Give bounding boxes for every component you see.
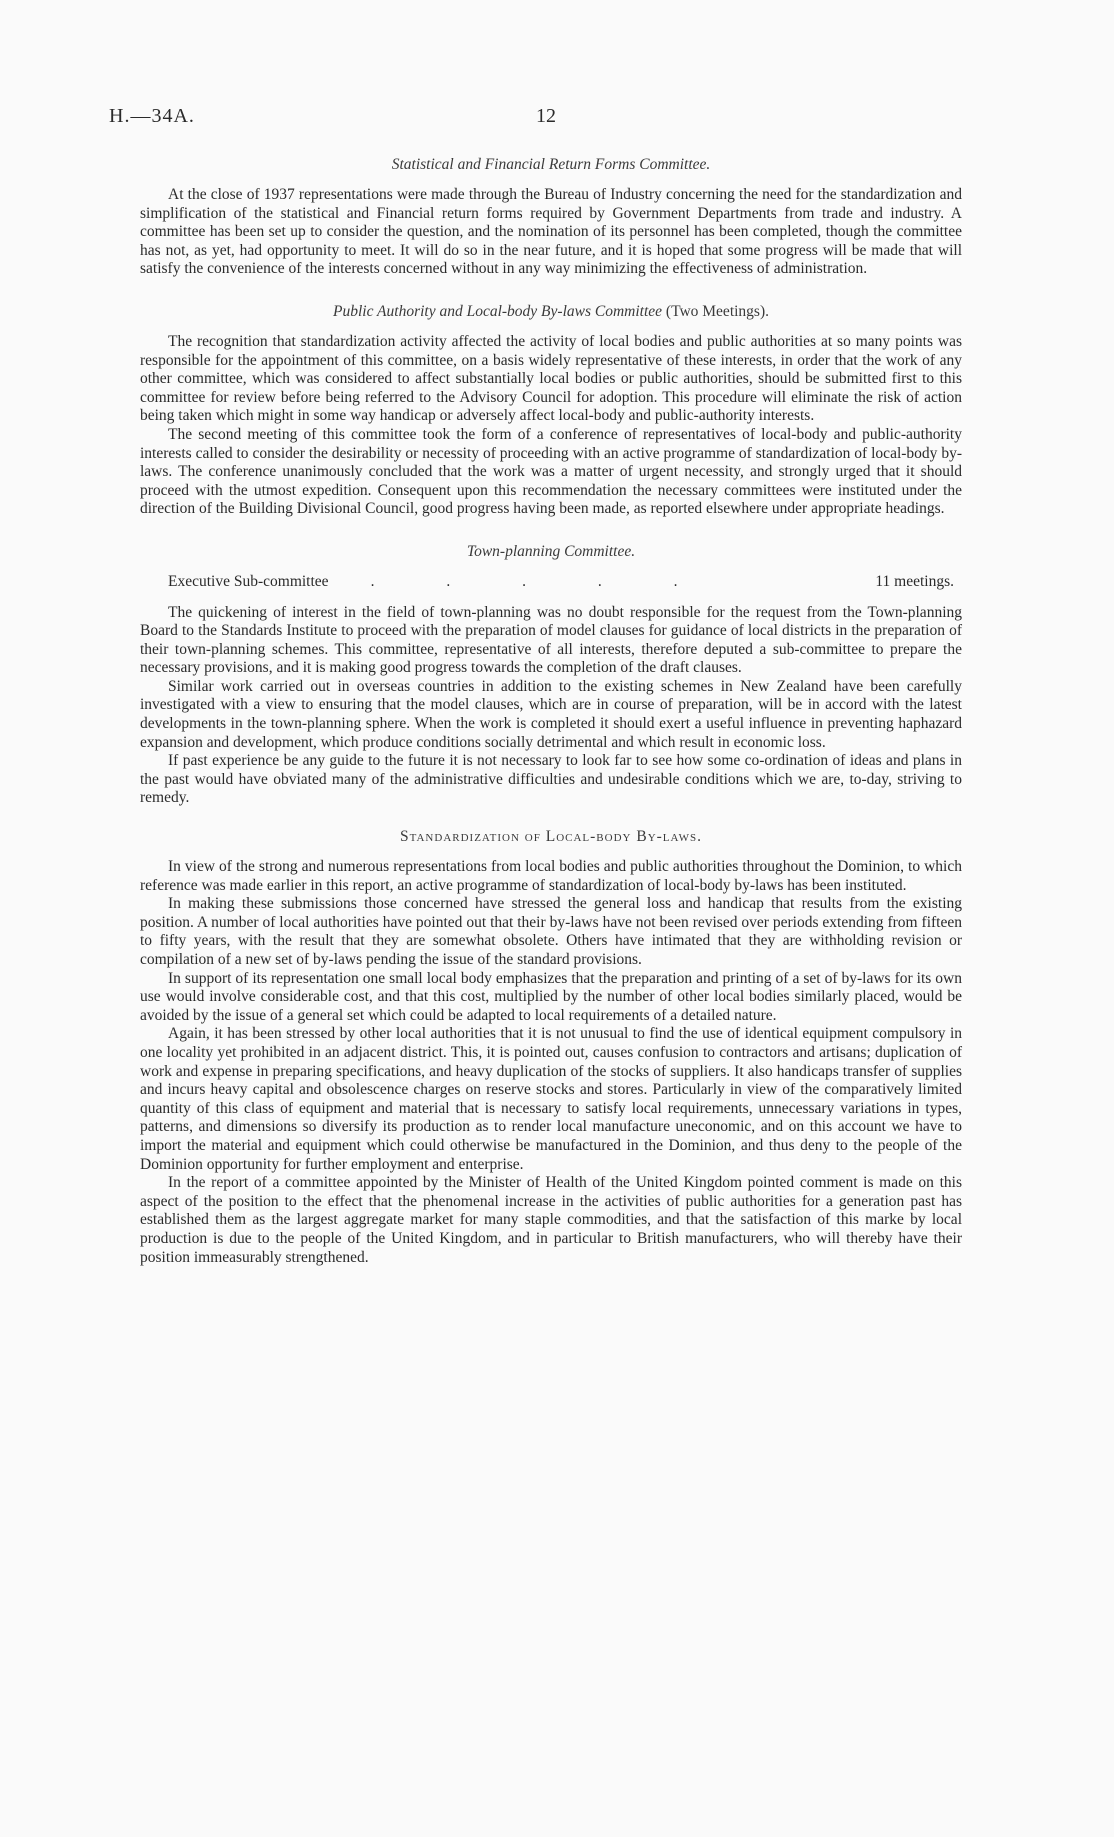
- paragraph: Again, it has been stressed by other local authorities that it is not unusual to find the use of identical equipment compulsory in one locality yet prohibited in an adjacent district. This, it is pointed out, causes confusion to contractors and artisans; duplication of work and expense in preparing specifications, and heavy duplication of the stocks of suppliers. It also handicaps transfer of supplies and incurs heavy capital and obsolescence charges on reserve stocks and stores. Particularly in view of the comparatively limited quantity of this class of equipment and material that is necessary to satisfy local requirements, unnecessary variations in types, patterns, and dimensions so diversify its production as to render local manufacture uneconomic, and on this account we have to import the material and equipment which could otherwise be manufactured in the Dominion, and thus deny to the people of the Dominion opportunity for further employment and enterprise.: [140, 1025, 962, 1173]
- public-authority-committee-heading: [140, 303, 962, 321]
- paragraph: In view of the strong and numerous representations from local bodies and public authorities throughout the Dominion, to which reference was made earlier in this report, an active programme of standardization of local-body by-laws has been instituted.: [140, 858, 962, 894]
- meeting-line: [140, 573, 962, 592]
- heading-title: Public Authority and Local-body By-laws Committee: [332, 302, 663, 320]
- meeting-label: Executive Sub-committee: [168, 572, 329, 590]
- town-planning-committee-heading: Town-planning Committee.: [466, 542, 636, 560]
- paragraph: At the close of 1937 representations were made through the Bureau of Industry concerning the need for the standardization and simplification of the statistical and Financial return forms required by Government Departments from trade and industry. A committee has been set up to consider the question, and the nomination of its personnel has been completed, though the committee has not, as yet, had opportunity to meet. It will do so in the near future, and it is hoped that some progress will be made that will satisfy the convenience of the interests concerned without in any way minimizing the effectiveness of administration.: [140, 186, 962, 278]
- paragraph: If past experience be any guide to the future it is not necessary to look far to see how some co-ordination of ideas and plans in the past would have obviated many of the administrative difficulties and undesirable conditions which we are, to-day, striving to remedy.: [140, 752, 962, 807]
- leader-dots: . . . . .: [370, 572, 712, 590]
- statistical-committee-heading: Statistical and Financial Return Forms Committee.: [391, 156, 711, 173]
- paragraph: In the report of a committee appointed by the Minister of Health of the United Kingdom pointed comment is made on this aspect of the position to the effect that the phenomenal increase in the activities of public authorities for a generation past has established them as the largest aggregate market for many staple commodities, and that the satisfaction of this marke by local production is due to the people of the United Kingdom, and in particular to British manufacturers, who will thereby have their position immeasurably strengthened.: [140, 1174, 962, 1266]
- paragraph: The quickening of interest in the field of town-planning was no doubt responsible for the request from the Town-planning Board to the Standards Institute to proceed with the preparation of model clauses for guidance of local districts in the preparation of their town-planning schemes. This committee, representative of all interests, therefore deputed a sub-committee to prepare the necessary provisions, and it is making good progress towards the completion of the draft clauses.: [140, 603, 962, 677]
- paragraph: In support of its representation one small local body emphasizes that the preparation and printing of a set of by-laws for its own use would involve considerable cost, and that this cost, multiplied by the number of other local bodies similarly placed, would be avoided by the issue of a general set which could be adapted to local requirements of a detailed nature.: [140, 969, 962, 1024]
- page-body: [140, 156, 962, 1267]
- standardization-heading: Standardization of Local-body By-laws.: [400, 828, 702, 846]
- paragraph: The second meeting of this committee took the form of a conference of representatives of local-body and public-authority interests called to consider the desirability or necessity of proceeding with an active programme of standardization of local-body by-laws. The conference unanimously concluded that the work was a matter of urgent necessity, and strongly urged that it should proceed with the utmost expedition. Consequent upon this recommendation the necessary committees were instituted under the direction of the Building Divisional Council, good progress having been made, as reported elsewhere under appropriate headings.: [140, 425, 962, 518]
- page-number: 12: [536, 105, 556, 127]
- meeting-count: 11 meetings.: [875, 572, 954, 590]
- paragraph: Similar work carried out in overseas countries in addition to the existing schemes in New Zealand have been carefully investigated with a view to ensuring that the model clauses, which are in course of preparation, will be in accord with the latest developments in the town-planning sphere. When the work is completed it should exert a useful influence in preventing haphazard expansion and development, which produce conditions socially detrimental and which result in economic loss.: [140, 677, 962, 751]
- paragraph: The recognition that standardization activity affected the activity of local bodies and public authorities at so many points was responsible for the appointment of this committee, on a basis widely representative of these interests, in order that the work of any other committee, which was considered to affect substantially local bodies or public authorities, should be submitted first to this committee for review before being referred to the Advisory Council for adoption. This procedure will eliminate the risk of action being taken which might in some way handicap or adversely affect local-body and public-authority interests.: [140, 332, 962, 425]
- paragraph: In making these submissions those concerned have stressed the general loss and handicap that results from the existing position. A number of local authorities have pointed out that their by-laws have not been revised over periods extending from fifteen to fifty years, with the result that they are somewhat obsolete. Others have intimated that they are withholding revision or compilation of a new set of by-laws pending the issue of the standard provisions.: [140, 895, 962, 968]
- document-reference: H.—34A.: [109, 105, 195, 127]
- heading-note: (Two Meetings).: [665, 302, 769, 320]
